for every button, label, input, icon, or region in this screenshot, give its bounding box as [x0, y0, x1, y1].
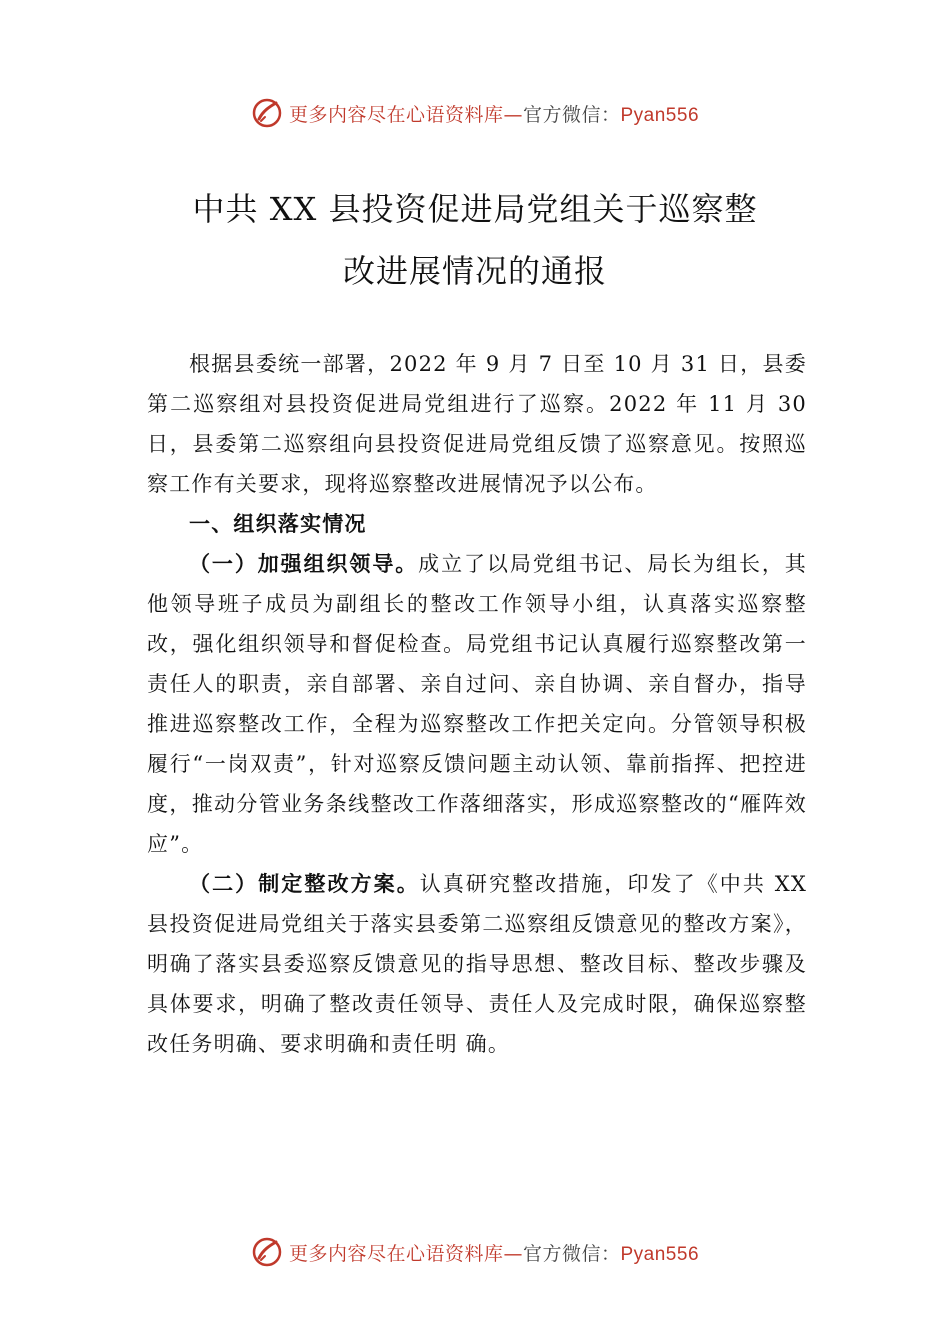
banner-account: Pyan556 [620, 104, 700, 126]
item-1-heading: （一）加强组织领导。 [189, 551, 419, 576]
banner-text [289, 100, 699, 127]
banner-text [289, 1239, 699, 1266]
brush-logo-icon [251, 1236, 283, 1268]
paragraph-item-1 [147, 544, 807, 864]
brush-logo-icon [251, 97, 283, 129]
banner-dash: — [503, 1242, 523, 1265]
paragraph-item-2 [147, 864, 807, 1064]
document-title [0, 178, 950, 302]
section-heading: 一、组织落实情况 [189, 512, 367, 536]
banner-wechat-label: 官方微信： [522, 1242, 621, 1265]
banner-account: Pyan556 [620, 1243, 700, 1265]
header-banner [0, 95, 950, 131]
item-2-heading: （二）制定整改方案。 [189, 871, 420, 896]
title-line-2: 改进展情况的通报 [342, 252, 607, 290]
title-line-1: 中共 XX 县投资促进局党组关于巡察整 [192, 190, 758, 228]
banner-library: 更多内容尽在心语资料库 [288, 103, 504, 126]
footer-banner [0, 1234, 950, 1270]
item-1-body: 成立了以局党组书记、局长为组长，其他领导班子成员为副组长的整改工作领导小组，认真落实巡察整改，强化组织领导和督促检查。局党组书记认真履行巡察整改第一责任人的职责，亲自部署、亲自过问、亲自协调、亲自督办，指导推进巡察整改工作，全程为巡察整改工作把关定向。分管领导积极履行“一岗双责”，针对巡察反馈问题主动认领、靠前指挥、把控进度，推动分管业务条线整改工作落细落实，形成巡察整改的“雁阵效应”。 [147, 552, 807, 856]
banner-dash: — [503, 103, 523, 126]
banner-library: 更多内容尽在心语资料库 [288, 1242, 504, 1265]
intro-paragraph: 根据县委统一部署，2022 年 9 月 7 日至 10 月 31 日，县委第二巡察组对县投资促进局党组进行了巡察。2022 年 11 月 30 日，县委第二巡察组向县投资促进局党组反馈了巡察意见。按照巡察工作有关要求，现将巡察整改进展情况予以公布。 [147, 352, 807, 496]
banner-wechat-label: 官方微信： [522, 103, 621, 126]
item-2-body: 认真研究整改措施，印发了《中共 XX 县投资促进局党组关于落实县委第二巡察组反馈意见的整改方案》，明确了落实县委巡察反馈意见的指导思想、整改目标、整改步骤及具体要求，明确了整改责任领导、责任人及完成时限，确保巡察整改任务明确、要求明确和责任明 确。 [147, 872, 807, 1056]
document-body [147, 344, 807, 1064]
